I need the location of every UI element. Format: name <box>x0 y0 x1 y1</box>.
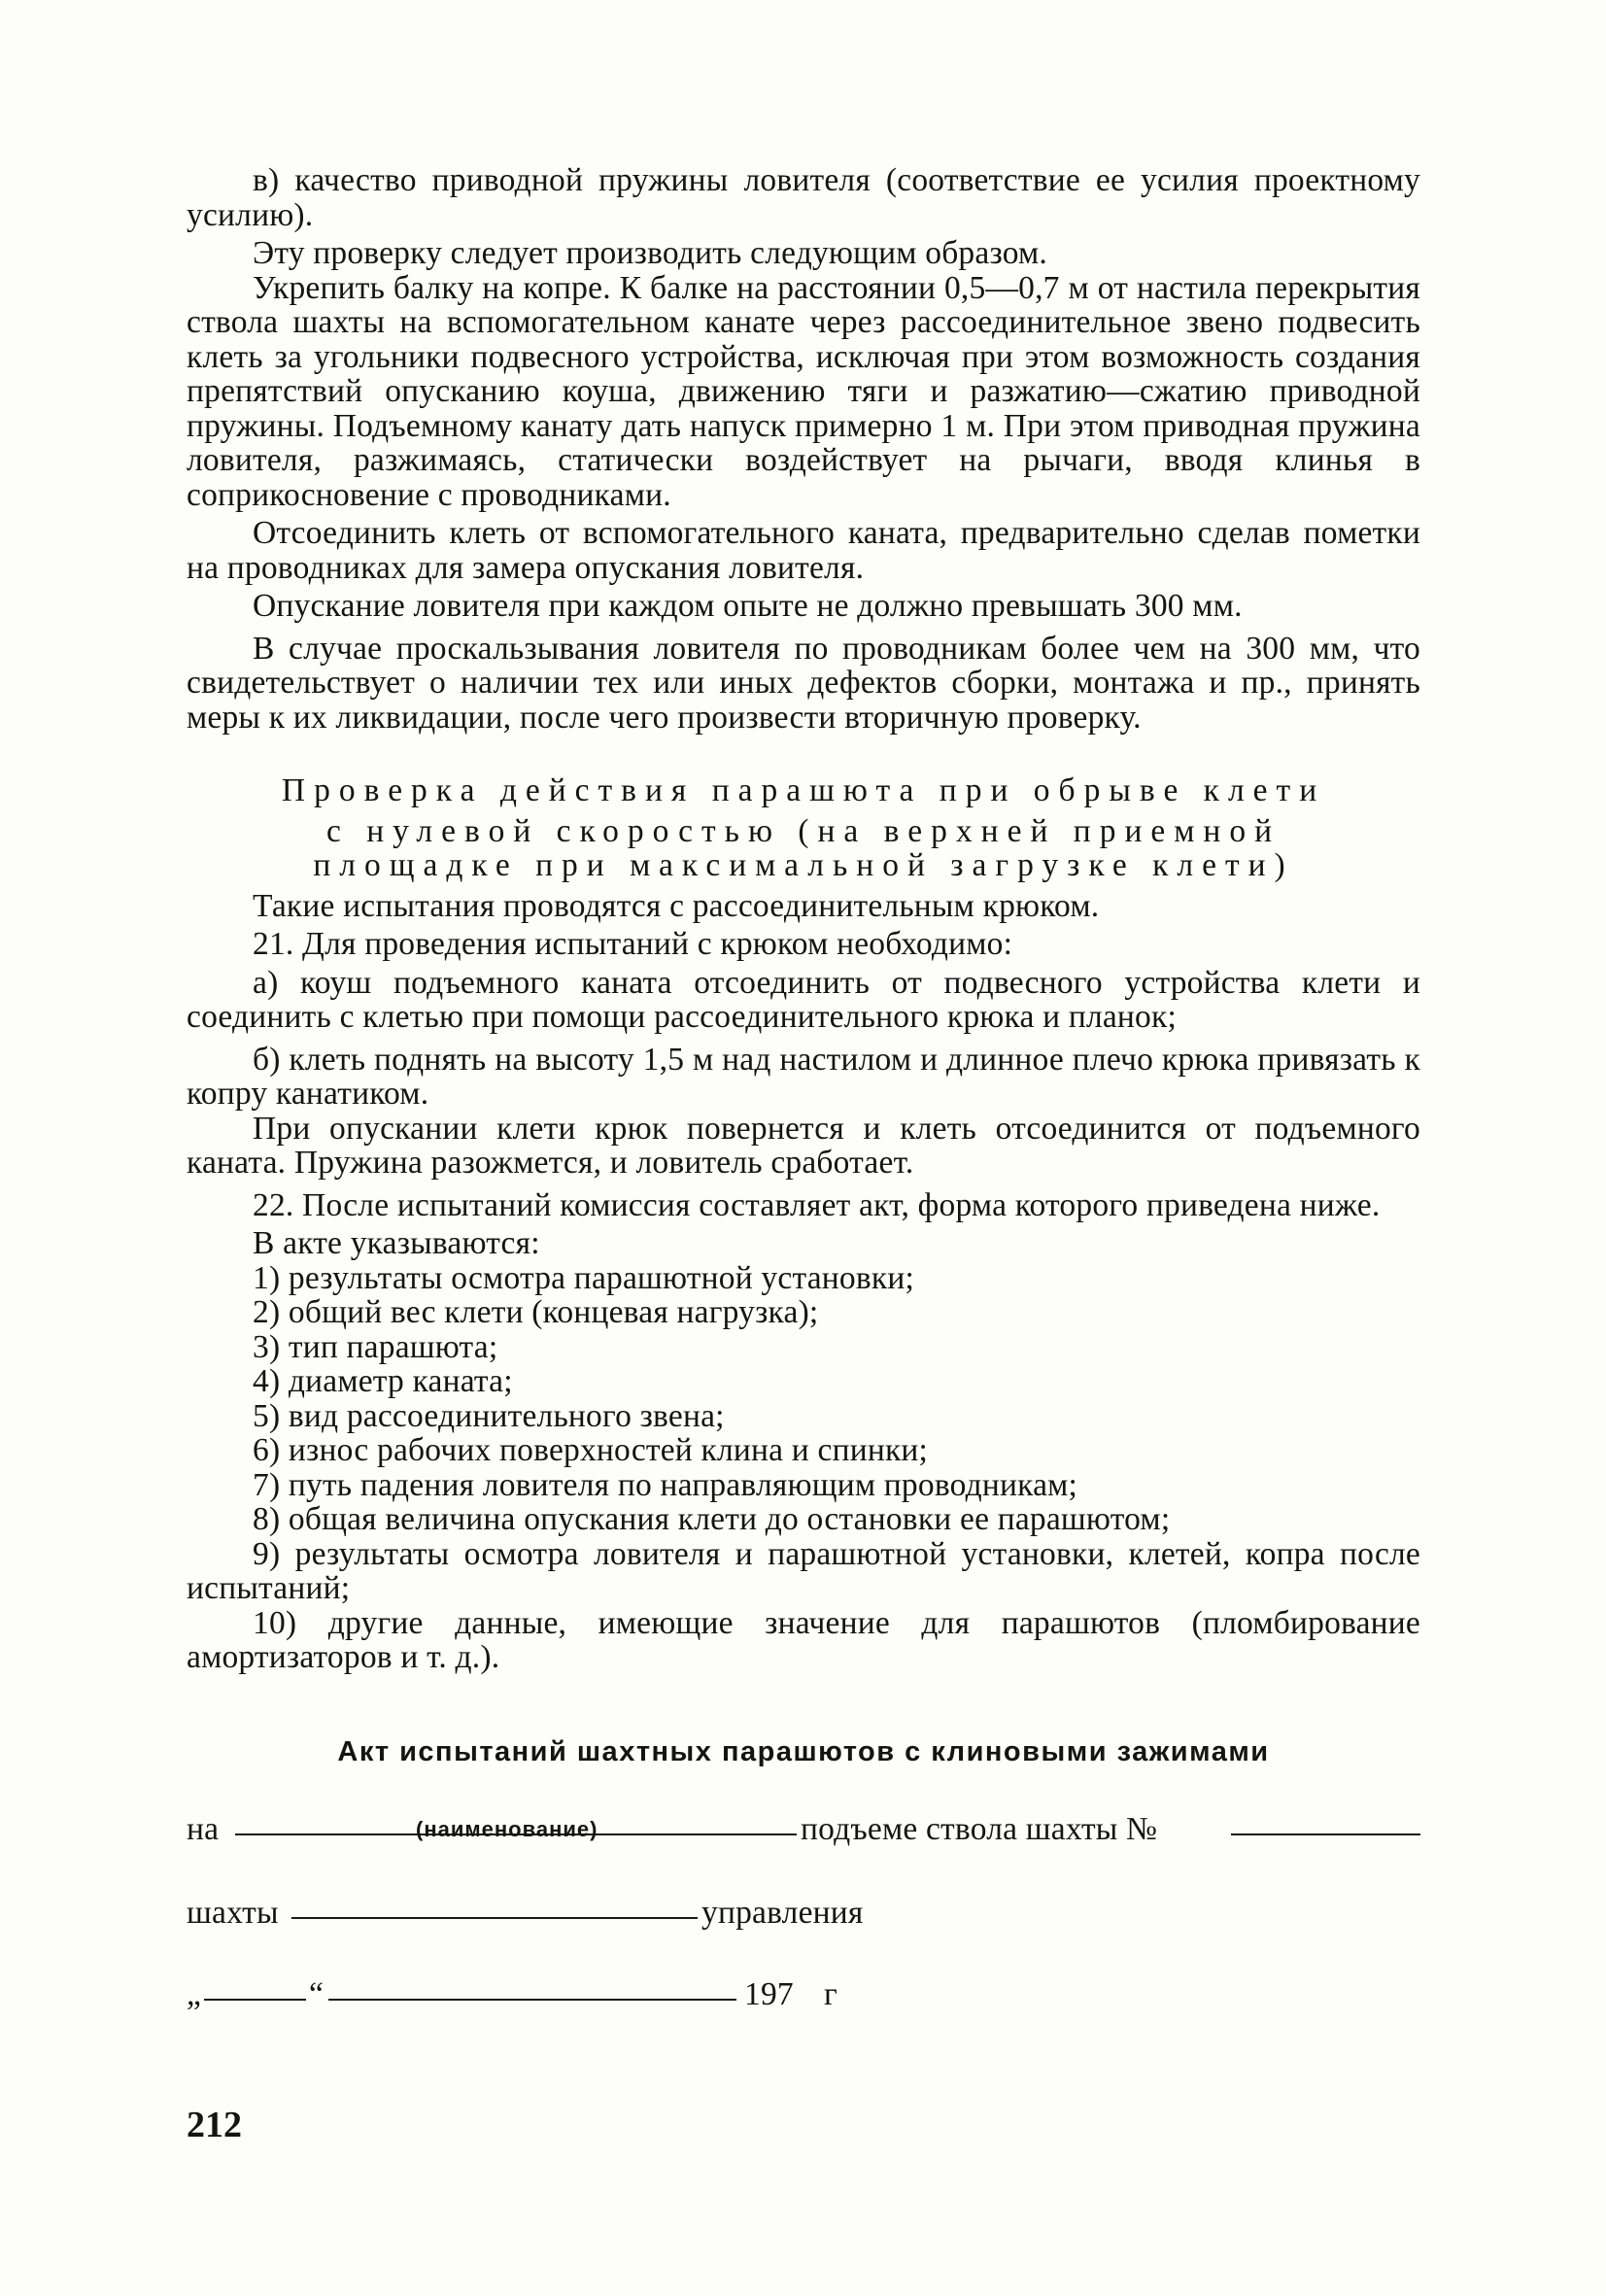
act-line3-open-quote: „ <box>187 1976 202 2012</box>
section-heading-line-2: с нулевой скоростью (на верхней приемной <box>325 812 1281 849</box>
paragraph-limit: Опускание ловителя при каждом опыте не должно превышать 300 мм. <box>253 588 1243 624</box>
act-line-3 <box>187 1977 1420 2012</box>
act-line1-prefix: на <box>187 1811 220 1847</box>
paragraph-21: 21. Для проведения испытаний с крюком необходимо: <box>253 926 1013 962</box>
section-heading-line-3: площадке при максимальной загрузке клети) <box>313 847 1294 883</box>
page-number: 212 <box>187 2105 242 2145</box>
blank-line-mine <box>291 1917 698 1919</box>
act-line3-suffix: г <box>824 1976 837 2012</box>
section-heading-line-1: Проверка действия парашюта при обрыве клети <box>281 772 1326 808</box>
paragraph-act-contents: В акте указываются: <box>253 1225 540 1261</box>
act-line2-prefix: шахты <box>187 1895 279 1931</box>
list-item: 5) вид рассоединительного звена; <box>253 1397 725 1434</box>
act-line1-label: (наименование) <box>416 1817 598 1841</box>
act-line3-close-quote: “ <box>309 1976 325 2012</box>
paragraph-22: 22. После испытаний комиссия составляет акт, форма которого приведена ниже. <box>253 1186 1381 1223</box>
act-line-1 <box>187 1812 1420 1847</box>
paragraph-item-v: в) качество приводной пружины ловителя (соответствие ее усилия проектному усилию). <box>187 162 1420 233</box>
list-item: 2) общий вес клети (концевая нагрузка); <box>253 1294 819 1330</box>
blank-line-shaft-number <box>1231 1833 1420 1835</box>
list-item: 9) результаты осмотра ловителя и парашютной установки, клетей, копра после испытаний; <box>187 1535 1420 1606</box>
list-item: 1) результаты осмотра парашютной установки; <box>253 1259 914 1296</box>
list-item: 10) другие данные, имеющие значение для парашютов (пломбирование амортизаторов и т. д.). <box>187 1604 1420 1675</box>
blank-line-month <box>328 1999 736 2001</box>
paragraph-procedure: Укрепить балку на копре. К балке на расстоянии 0,5—0,7 м от настила перекрытия ствола шахты на вспомогательном канате через рассоединительное звено подвесить клеть за угольники подвесного устройства, исключая при этом возможность создания препятствий опусканию коуша, движению тяги и разжатию—сжатию приводной пружины. Подъемному канату дать напуск примерно 1 м. При этом приводная пружина ловителя, разжимаясь, статически воздействует на рычаги, вводя клинья в соприкосновение с проводниками. <box>187 269 1420 513</box>
paragraph-slippage: В случае проскальзывания ловителя по проводникам более чем на 300 мм, что свидетельствует о наличии тех или иных дефектов сборки, монтажа и пр., принять меры к их ликвидации, после чего произвести вторичную проверку. <box>187 630 1420 736</box>
list-item: 8) общая величина опускания клети до остановки ее парашютом; <box>253 1501 1171 1537</box>
paragraph-hook-turn: При опускании клети крюк повернется и клеть отсоединится от подъемного каната. Пружина разожмется, и ловитель сработает. <box>187 1110 1420 1181</box>
list-item: 7) путь падения ловителя по направляющим проводникам; <box>253 1466 1078 1503</box>
act-line3-year: 197 <box>744 1976 794 2012</box>
act-title: Акт испытаний шахтных парашютов с клиновыми зажимами <box>337 1735 1270 1767</box>
act-line-2 <box>187 1896 1420 1931</box>
paragraph-hook-tests: Такие испытания проводятся с рассоединительным крюком. <box>253 887 1100 924</box>
blank-line-day <box>204 1999 306 2001</box>
paragraph-item-b: б) клеть поднять на высоту 1,5 м над настилом и длинное плечо крюка привязать к копру канатиком. <box>187 1041 1420 1112</box>
act-line1-middle: подъеме ствола шахты № <box>801 1811 1158 1847</box>
list-item: 4) диаметр каната; <box>253 1363 513 1399</box>
paragraph-item-a: а) коуш подъемного каната отсоединить от подвесного устройства клети и соединить с клетью при помощи рассоединительного крюка и планок; <box>187 964 1420 1035</box>
text-column <box>187 163 1420 2012</box>
act-line2-suffix: управления <box>701 1895 864 1931</box>
list-item: 3) тип парашюта; <box>253 1328 498 1365</box>
list-item: 6) износ рабочих поверхностей клина и спинки; <box>253 1432 929 1468</box>
paragraph-disconnect: Отсоединить клеть от вспомогательного каната, предварительно сделав пометки на проводниках для замера опускания ловителя. <box>187 515 1420 586</box>
paragraph-check-method: Эту проверку следует производить следующим образом. <box>253 235 1047 271</box>
